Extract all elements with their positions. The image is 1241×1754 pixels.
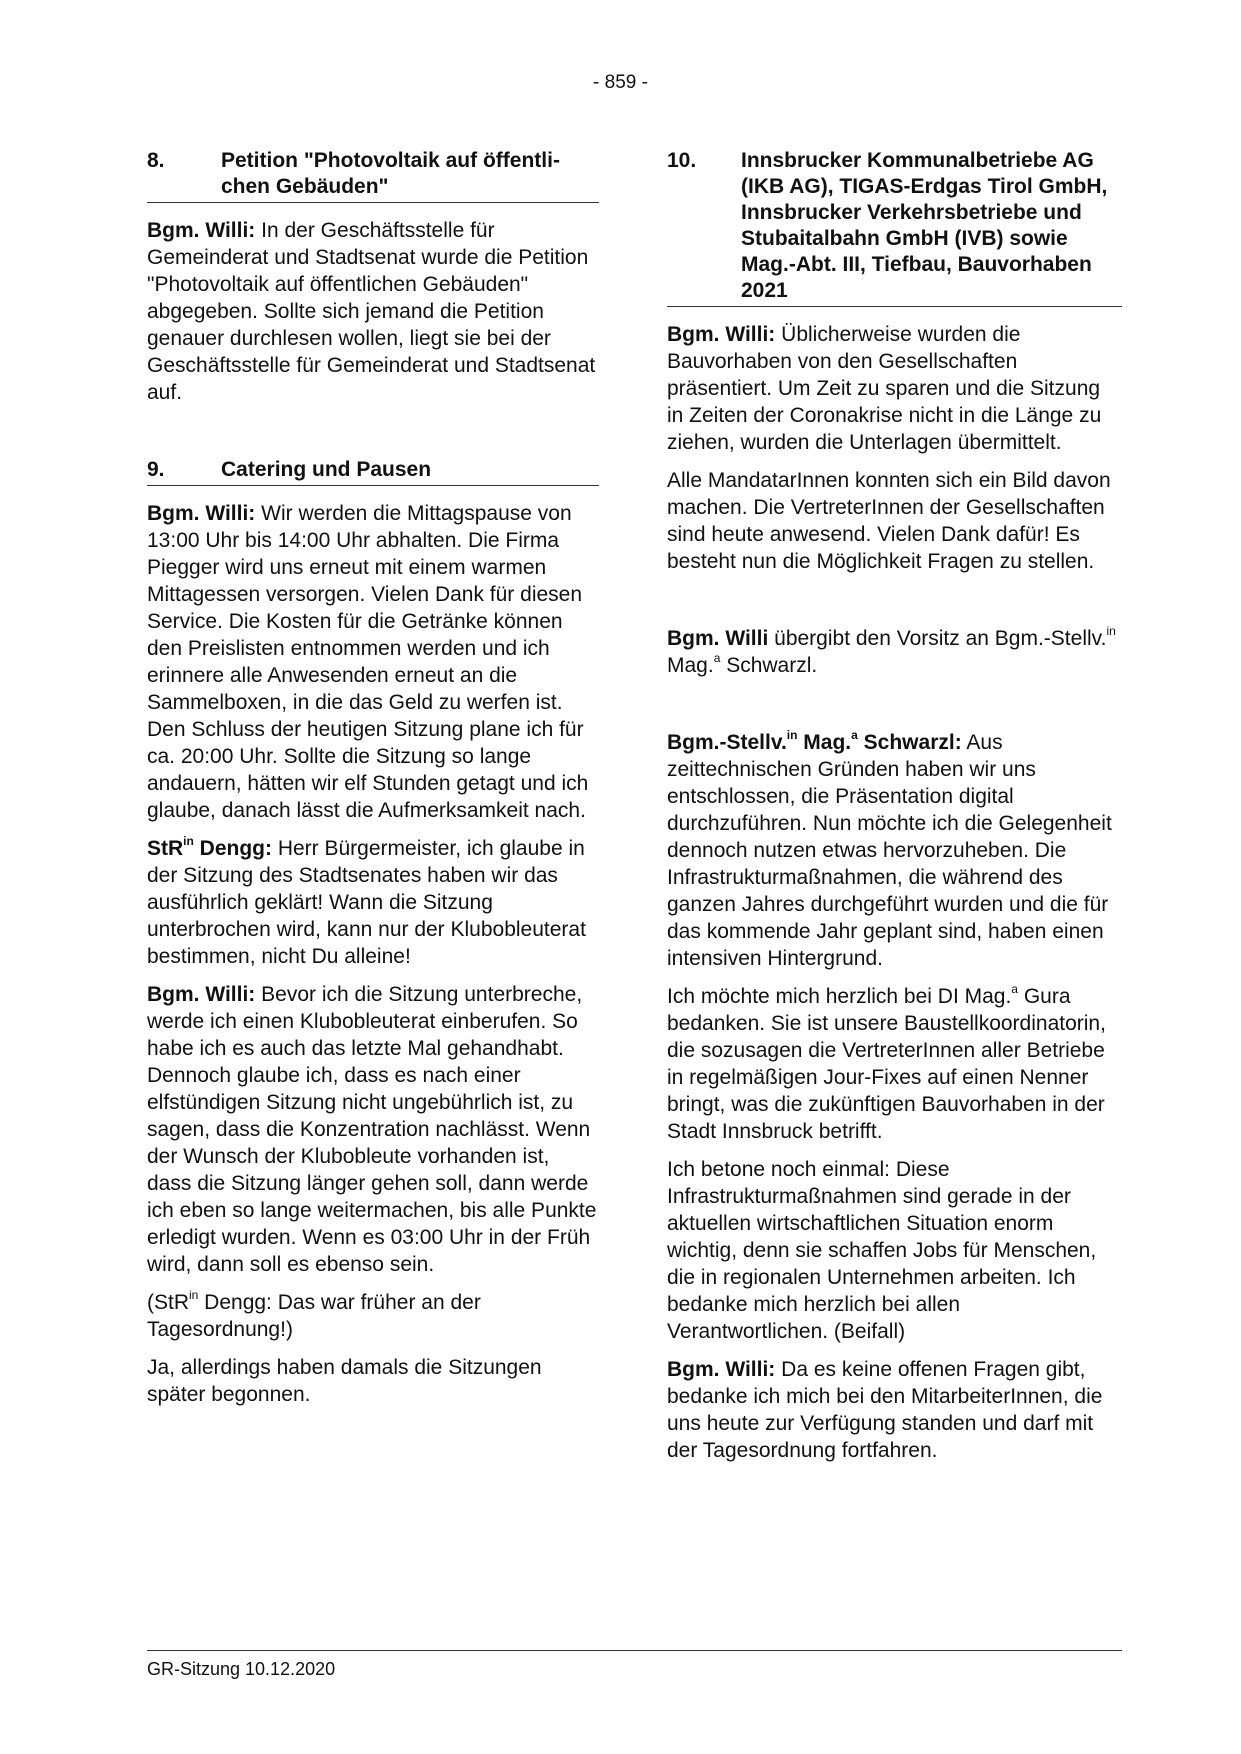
paragraph: Alle MandatarInnen konnten sich ein Bild davon machen. Die VertreterInnen der Gesellschaften sind heute anwesend. Vielen Dank dafür! Es besteht nun die Möglichkeit Fragen zu stellen.	[667, 469, 1111, 573]
paragraph: Ja, allerdings haben damals die Sitzungen später begonnen.	[147, 1356, 542, 1406]
speaker: Bgm.-Stellv.$^{in}$ Mag.$^a$ Schwarzl:	[667, 728, 962, 754]
section-title: Innsbrucker Kommunalbetriebe AG (IKB AG), TIGAS-Erdgas Tirol GmbH, Innsbrucker Verkehrsbetriebe und Stubaitalbahn GmbH (IVB) sowie Mag.-Abt. III, Tiefbau, Bauvorhaben 2021	[741, 149, 1108, 302]
speaker: Bgm. Willi:	[667, 1358, 776, 1381]
paragraph: Bgm. Willi: Üblicherweise wurden die Bauvorhaben von den Gesellschaften präsentiert. Um Zeit zu sparen und die Sitzung in Zeiten der Coronakrise nicht in die Länge zu ziehen, wurden die Unterlagen übermittelt.	[667, 323, 1102, 454]
section-number: 9.	[147, 458, 165, 481]
page-footer: GR-Sitzung 10.12.2020	[147, 1650, 1122, 1680]
page-number: - 859 -	[593, 72, 648, 93]
paragraph: Ich betone noch einmal: Diese Infrastrukturmaßnahmen sind gerade in der aktuellen wirtschaftlichen Situation enorm wichtig, denn sie schaffen Jobs für Menschen, die in regionalen Unternehmen arbeiten. Ich bedanke mich herzlich bei allen Verantwortlichen. (Beifall)	[667, 1158, 1097, 1343]
section-8-heading	[147, 148, 599, 203]
section-number: 8.	[147, 149, 165, 172]
paragraph: Bgm. Willi übergibt den Vorsitz an Bgm.-Stellv.$^{in}$ Mag.$^a$ Schwarzl.	[667, 624, 1116, 677]
section-title: Catering und Pausen	[221, 458, 432, 481]
section-9-heading	[147, 457, 599, 486]
section-10-heading	[667, 148, 1122, 307]
paragraph: Bgm. Willi: Wir werden die Mittagspause von 13:00 Uhr bis 14:00 Uhr abhalten. Die Firma Piegger wird uns erneut mit einem warmen Mittagessen versorgen. Vielen Dank für diesen Service. Die Kosten für die Getränke können den Preislisten entnommen werden und ich erinnere alle Anwesenden erneut an die Sammelboxen, in die das Geld zu werfen ist. Den Schluss der heutigen Sitzung plane ich für ca. 20:00 Uhr. Sollte die Sitzung so lange andauern, hätten wir elf Stunden getagt und ich glaube, danach lässt die Aufmerksamkeit nach.	[147, 502, 589, 822]
left-column	[147, 148, 599, 1419]
speaker: Bgm. Willi:	[147, 983, 256, 1006]
right-column	[667, 148, 1122, 1475]
section-number: 10.	[667, 149, 697, 172]
paragraph: Bgm. Willi: Da es keine offenen Fragen gibt, bedanke ich mich bei den MitarbeiterInnen, die uns heute zur Verfügung standen und darf mit der Tagesordnung fortfahren.	[667, 1358, 1103, 1462]
paragraph: Ich möchte mich herzlich bei DI Mag.$^a$ Gura bedanken. Sie ist unsere Baustellkoordinatorin, die sozusagen die VertreterInnen aller Betriebe in regelmäßigen Jour-Fixes auf einen Nenner bringt, was die zukünftigen Bauvorhaben in der Stadt Innsbruck betrifft.	[667, 982, 1106, 1143]
paragraph: Bgm. Willi: In der Geschäftsstelle für Gemeinderat und Stadtsenat wurde die Petition "Photovoltaik auf öffentlichen Gebäuden" abgegeben. Sollte sich jemand die Petition genauer durchlesen wollen, liegt sie bei der Geschäftsstelle für Gemeinderat und Stadtsenat auf.	[147, 219, 596, 404]
speaker: Bgm. Willi	[667, 627, 769, 650]
paragraph: Bgm.-Stellv.$^{in}$ Mag.$^a$ Schwarzl: Aus zeittechnischen Gründen haben wir uns entschlossen, die Präsentation digital durchzuführen. Nun möchte ich die Gelegenheit dennoch nutzen etwas hervorzuheben. Die Infrastrukturmaßnahmen, die während des ganzen Jahres durchgeführt wurden und die für das kommende Jahr geplant sind, haben einen intensiven Hintergrund.	[667, 728, 1112, 970]
paragraph: StR$^{in}$ Dengg: Herr Bürgermeister, ich glaube in der Sitzung des Stadtsenates haben wir das ausführlich geklärt! Wann die Sitzung unterbrochen wird, kann nur der Klubobleuterat bestimmen, nicht Du alleine!	[147, 834, 586, 968]
speaker: StR$^{in}$ Dengg:	[147, 834, 272, 860]
speaker: Bgm. Willi:	[667, 323, 776, 346]
speaker: Bgm. Willi:	[147, 502, 256, 525]
speaker: Bgm. Willi:	[147, 219, 256, 242]
paragraph: Bgm. Willi: Bevor ich die Sitzung unterbreche, werde ich einen Klubobleuterat einberufen. So habe ich es auch das letzte Mal gehandhabt. Dennoch glaube ich, dass es nach einer elfstündigen Sitzung nicht ungebührlich ist, zu sagen, dass die Konzentration nachlässt. Wenn der Wunsch der Klubobleute vorhanden ist, dass die Sitzung länger gehen soll, dann werde ich eben so lange weitermachen, bis alle Punkte erledigt wurden. Wenn es 03:00 Uhr in der Früh wird, dann soll es ebenso sein.	[147, 983, 597, 1276]
interjection: (StR$^{in}$ Dengg: Das war früher an der Tagesordnung!)	[147, 1288, 481, 1341]
section-title: Petition "Photovoltaik auf öffentli-chen Gebäuden"	[221, 149, 560, 198]
